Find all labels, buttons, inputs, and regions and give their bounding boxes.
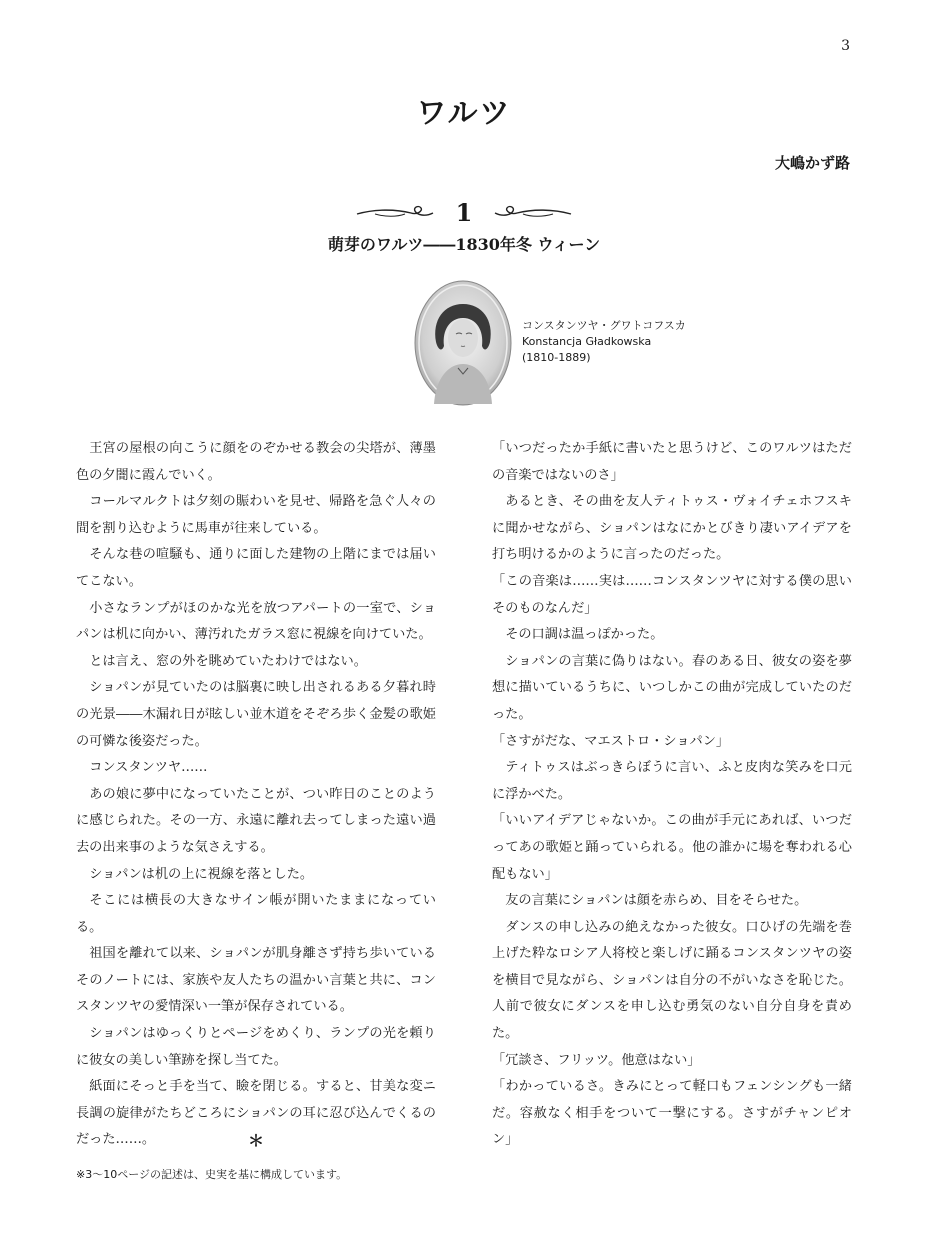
paragraph: とは言え、窓の外を眺めていたわけではない。 <box>89 653 367 669</box>
caption-name-japanese: コンスタンツヤ・グワトコフスカ <box>522 319 686 332</box>
paragraph: そんな巷の喧騒も、通りに面した建物の上階にまでは届いてこない。 <box>76 547 436 589</box>
section-break: ＊ <box>248 1131 265 1150</box>
paragraph: 「さすがだな、マエストロ・ショパン」 <box>492 733 730 749</box>
paragraph: あの娘に夢中になっていたことが、つい昨日のことのように感じられた。その一方、永遠に離れ去ってしまった遠い過去の出来事のような気さえする。 <box>76 786 436 855</box>
paragraph: ショパンの言葉に偽りはない。春のある日、彼女の姿を夢想に描いているうちに、いつしかこの曲が完成していたのだった。 <box>492 653 852 722</box>
paragraph: 祖国を離れて以来、ショパンが肌身離さず持ち歩いているそのノートには、家族や友人たちの温かい言葉と共に、コンスタンツヤの愛情深い一筆が保存されている。 <box>76 946 436 1015</box>
paragraph: 「冗談さ、フリッツ。他意はない」 <box>492 1052 701 1068</box>
chapter-subtitle: 萌芽のワルツ――1830年冬 ウィーン <box>327 235 601 254</box>
paragraph: ティトゥスはぶっきらぼうに言い、ふと皮肉な笑みを口元に浮かべた。 <box>492 760 852 802</box>
paragraph: コールマルクトは夕刻の賑わいを見せ、帰路を急ぐ人々の間を割り込むように馬車が往来している。 <box>76 494 436 536</box>
page-number: 3 <box>841 38 850 54</box>
left-flourish-ornament <box>355 205 435 221</box>
left-text-column <box>76 436 436 1154</box>
paragraph: ダンスの申し込みの絶えなかった彼女。口ひげの先端を巻上げた粋なロシア人将校と楽しげに踊るコンスタンツヤの姿を横目で見ながら、ショパンは自分の不がいなさを恥じた。人前で彼女にダンスを申し込む勇気のない自分自身を責めた。 <box>492 919 852 1042</box>
paragraph: 紙面にそっと手を当て、瞼を閉じる。すると、甘美な変ニ長調の旋律がたちどころにショパンの耳に忍び込んでくるのだった……。 <box>76 1079 436 1148</box>
paragraph: 小さなランプがほのかな光を放つアパートの一室で、ショパンは机に向かい、薄汚れたガラス窓に視線を向けていた。 <box>76 600 436 643</box>
author-name: 大嶋かず路 <box>774 154 850 172</box>
portrait-caption <box>522 318 686 366</box>
paragraph: 友の言葉にショパンは顔を赤らめ、目をそらせた。 <box>505 893 808 909</box>
portrait-image <box>414 280 512 406</box>
chapter-number: 1 <box>455 198 473 227</box>
footnote: ※3～10ページの記述は、史実を基に構成しています。 <box>76 1168 348 1181</box>
paragraph: その口調は温っぽかった。 <box>505 627 664 643</box>
right-text-column <box>492 436 852 1154</box>
caption-name-latin: Konstancja Gładkowska <box>522 335 652 348</box>
right-flourish-ornament <box>493 205 573 221</box>
paragraph: 「いつだったか手紙に書いたと思うけど、このワルツはただの音楽ではないのさ」 <box>492 441 852 483</box>
page-title: ワルツ <box>416 96 512 131</box>
paragraph: そこには横長の大きなサイン帳が開いたままになっている。 <box>76 893 436 935</box>
paragraph: 王宮の屋根の向こうに顔をのぞかせる教会の尖塔が、薄墨色の夕闇に霞んでいく。 <box>76 441 436 483</box>
caption-dates: (1810-1889) <box>522 351 591 364</box>
chapter-heading <box>0 198 928 227</box>
paragraph: ショパンは机の上に視線を落とした。 <box>89 866 314 882</box>
paragraph: 「この音楽は……実は……コンスタンツヤに対する僕の思いそのものなんだ」 <box>492 573 852 616</box>
paragraph: ショパンが見ていたのは脳裏に映し出されるある夕暮れ時の光景――木漏れ日が眩しい並木道をそぞろ歩く金髪の歌姫の可憐な後姿だった。 <box>76 680 436 749</box>
paragraph: 「いいアイデアじゃないか。この曲が手元にあれば、いつだってあの歌姫と踊っていられる。他の誰かに場を奪われる心配もない」 <box>492 813 852 882</box>
paragraph: あるとき、その曲を友人ティトゥス・ヴォイチェホフスキに聞かせながら、ショパンはなにかとびきり凄いアイデアを打ち明けるかのように言ったのだった。 <box>492 494 852 563</box>
paragraph: コンスタンツヤ…… <box>89 760 208 776</box>
paragraph: 「わかっているさ。きみにとって軽口もフェンシングも一緒だ。容赦なく相手をついて一撃にする。さすがチャンピオン」 <box>492 1079 852 1148</box>
paragraph: ショパンはゆっくりとページをめくり、ランプの光を頼りに彼女の美しい筆跡を探し当てた。 <box>76 1026 436 1068</box>
